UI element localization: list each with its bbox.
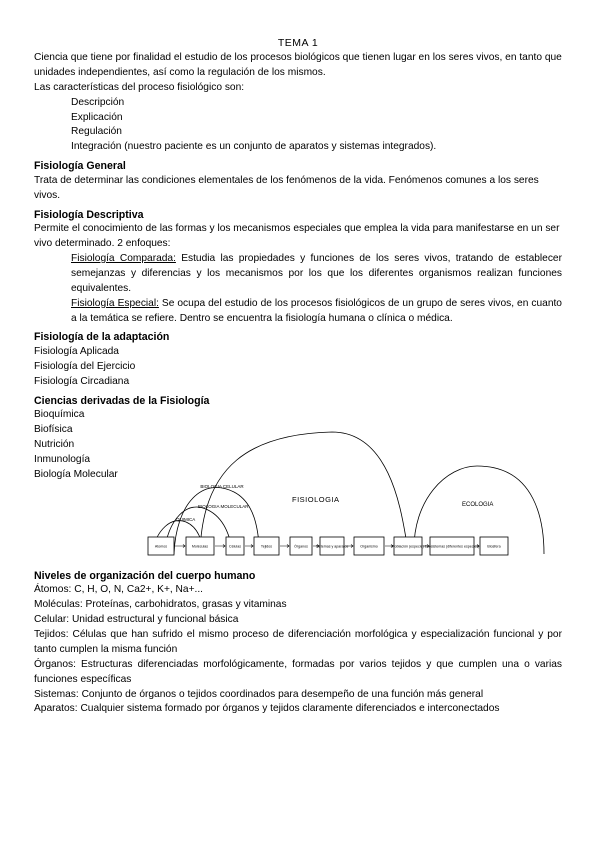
arrow-icon: [245, 545, 253, 548]
comparada-text: Estudia las propiedades y funciones de los seres vivos, tratando de establecer semejanzas y diferencias y los mecanismos por los que los diferentes organismos realizan funciones equivalentes.: [71, 252, 562, 294]
nivel-item: [34, 598, 562, 613]
characteristic-item: Regulación: [71, 126, 122, 138]
level-box-label: Tejidos: [260, 544, 273, 549]
organization-diagram: [142, 404, 560, 564]
level-box-label: Atomos: [154, 544, 168, 549]
adaptacion-item: Fisiología Aplicada: [34, 345, 119, 357]
especial-text: Se ocupa del estudio de los procesos fisiológicos de un grupo de seres vivos, en cuanto a la temática se refiere. Dentro se encuentra la fisiología humana o clínica o médica.: [71, 297, 562, 324]
nivel-text: Conjunto de órganos o tejidos coordinados para desempeño de una función más general: [78, 688, 484, 700]
biologia-celular-text: BIOLOGIA CELULAR: [200, 484, 244, 489]
nivel-term: Moléculas:: [34, 599, 83, 611]
quimica-label: QUIMICA: [176, 517, 196, 522]
biologia-molecular-label: BIOLOGIA MOLECULAR: [198, 504, 249, 509]
characteristics-intro: Las características del proceso fisiológico son:: [34, 81, 245, 93]
characteristic-item: Descripción: [71, 96, 125, 108]
nivel-text: Estructuras diferenciadas morfológicamente, formadas por varios tejidos y que cumplen una o varias funciones específicas: [34, 658, 562, 685]
level-box-label: Órganos: [294, 544, 308, 549]
page-title: TEMA 1: [277, 37, 319, 49]
definition-text: Ciencia que tiene por finalidad el estudio de los procesos biológicos que tienen lugar en los seres vivos, en tanto que unidades independientes, así como la regulación de los mismos.: [34, 51, 562, 78]
section-heading-general: Fisiología General: [34, 160, 126, 173]
general-text: Trata de determinar las condiciones elementales de los fenómenos de la vida. Fenómenos comunes a los seres vivos.: [34, 174, 539, 201]
level-box-label: Células: [229, 544, 241, 549]
document-page: [34, 36, 562, 717]
section-heading-niveles: Niveles de organización del cuerpo humano: [34, 569, 256, 582]
ciencia-item: Inmunología: [34, 453, 91, 465]
comparada-paragraph: [34, 252, 562, 297]
section-heading-adaptacion: Fisiología de la adaptación: [34, 331, 170, 344]
nivel-item: [34, 583, 562, 598]
nivel-item: [34, 613, 562, 628]
ecologia-label: ECOLOGIA: [462, 502, 494, 508]
characteristic-item: Integración (nuestro paciente es un conjunto de aparatos y sistemas integrados).: [71, 141, 437, 153]
nivel-item: [34, 658, 562, 688]
nivel-text: C, H, O, N, Ca2+, K+, Na+...: [71, 584, 204, 596]
descriptiva-text: Permite el conocimiento de las formas y los mecanismos especiales que emplea la vida para manifestarse en un ser vivo determinado. 2 enfoques:: [34, 223, 560, 249]
nivel-text: Unidad estructural y funcional básica: [69, 613, 239, 625]
comparada-term: Fisiología Comparada:: [71, 252, 176, 264]
level-box-label: Moléculas: [191, 544, 209, 549]
fisiologia-label: FISIOLOGIA: [292, 495, 340, 504]
ciencia-item: Bioquímica: [34, 409, 85, 421]
especial-paragraph: [34, 297, 562, 327]
biologia-celular-label: [200, 484, 244, 489]
arrow-icon: [175, 545, 185, 548]
nivel-term: Órganos:: [34, 658, 76, 670]
ciencia-item: Nutrición: [34, 438, 75, 450]
especial-term: Fisiología Especial:: [71, 297, 159, 309]
ciencia-item: Biología Molecular: [34, 468, 118, 480]
section-heading-ciencias: Ciencias derivadas de la Fisiología: [34, 394, 210, 407]
nivel-text: Cualquier sistema formado por órganos y tejidos claramente diferenciados e interconectados: [77, 703, 500, 715]
nivel-item: [34, 628, 562, 658]
arrow-icon: [215, 545, 225, 548]
nivel-term: Aparatos:: [34, 703, 78, 715]
niveles-list: [34, 583, 562, 717]
nivel-text: Células que han sufrido el mismo proceso de diferenciación morfológica y especialización funcional y por tanto cumplen la misma función: [34, 628, 562, 655]
characteristic-item: Explicación: [71, 111, 123, 123]
section-heading-descriptiva: Fisiología Descriptiva: [34, 208, 144, 221]
adaptacion-item: Fisiología del Ejercicio: [34, 360, 136, 372]
nivel-term: Átomos:: [34, 584, 72, 596]
arrow-icon: [280, 545, 289, 548]
level-box-label: Sistemas y aparatos: [315, 544, 349, 549]
adaptacion-item: Fisiología Circadiana: [34, 375, 130, 387]
nivel-text: Proteínas, carbohidratos, grasas y vitaminas: [82, 599, 287, 611]
diagram-boxes: [148, 537, 508, 555]
fisiologia-arc: [200, 432, 410, 554]
level-box-label: Ecosistemas (diferentes especies): [424, 544, 480, 549]
level-box-label: Organismo: [360, 544, 378, 549]
nivel-term: Celular:: [34, 613, 70, 625]
nivel-term: Tejidos:: [34, 628, 69, 640]
level-box-label: Biosfera: [487, 544, 501, 549]
nivel-item: [34, 688, 562, 703]
nivel-item: [34, 702, 562, 717]
ciencia-item: Biofísica: [34, 424, 73, 436]
nivel-term: Sistemas:: [34, 688, 79, 700]
level-box-label: Población (especie): [392, 544, 424, 549]
